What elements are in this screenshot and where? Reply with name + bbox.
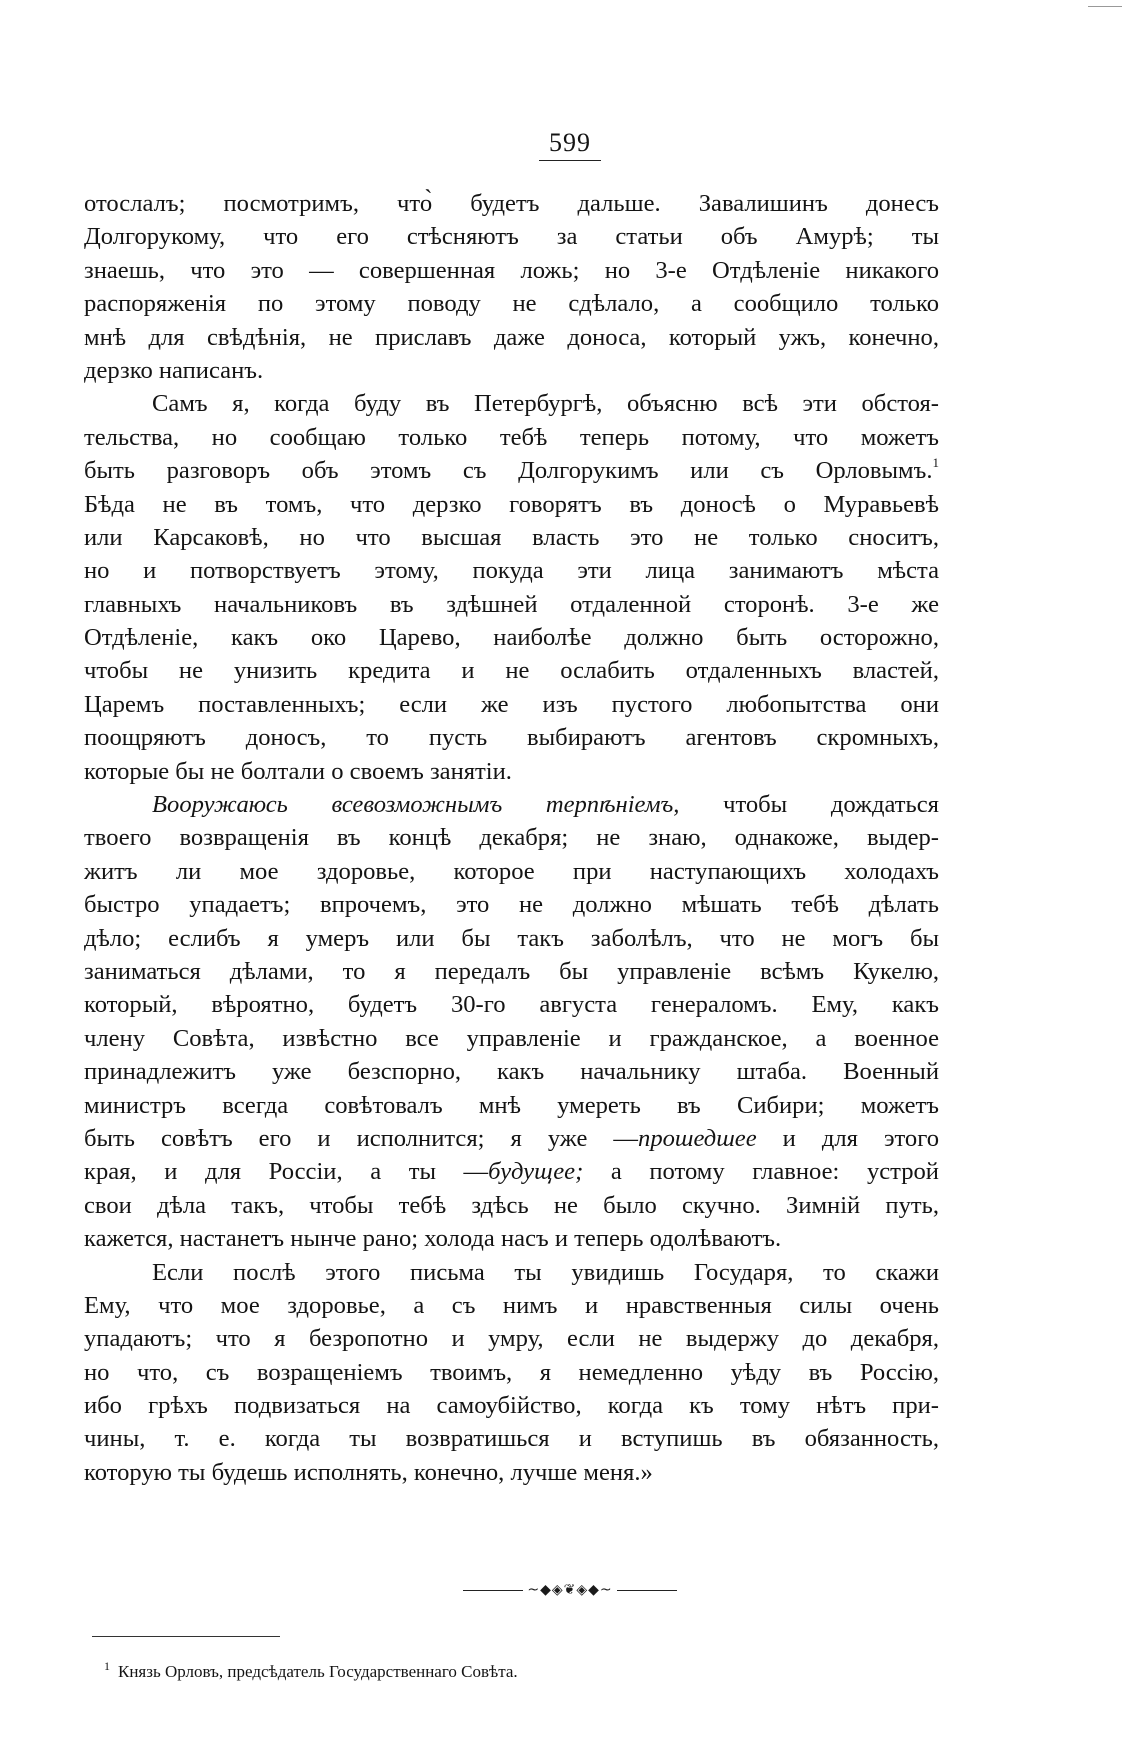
line-text: края, и для Россіи, а ты — (84, 1158, 489, 1186)
letter-body (84, 187, 939, 1489)
italic-phrase: Вооружаюсь всевозможнымъ терпѣніемъ, (152, 791, 680, 819)
line-text: чтобы дождаться (723, 791, 939, 819)
line-text: быть разговоръ объ этомъ съ Долгорукимъ или съ Орловымъ. (84, 457, 933, 485)
text-line: тельства, но сообщаю только тебѣ теперь потому, что можетъ (84, 423, 939, 451)
text-line: министръ всегда совѣтовалъ мнѣ умереть въ Сибири; можетъ (84, 1091, 939, 1119)
ornament-glyphs: ~◆◈❦◈◆~ (527, 1582, 613, 1598)
footnote-divider (92, 1636, 280, 1637)
page-header (0, 128, 1140, 161)
line-text: и для этого (782, 1124, 940, 1152)
text-line: твоего возвращенія въ концѣ декабря; не знаю, однакоже, выдер- (84, 824, 939, 852)
text-line: упадаютъ; что я безропотно и умру, если не выдержу до декабря, (84, 1325, 939, 1353)
footnote-reference: 1 (932, 455, 939, 471)
text-line: чины, т. е. когда ты возвратишься и вступишь въ обязанность, (84, 1425, 939, 1453)
text-line: чтобы не унизить кредита и не ослабить отдаленныхъ властей, (84, 657, 939, 685)
italic-word: прошедшее (638, 1124, 757, 1152)
ornament-rule-left (463, 1590, 523, 1591)
text-line: но что, съ возращеніемъ твоимъ, я немедленно уѣду въ Россію, (84, 1358, 939, 1386)
text-line: поощряютъ доносъ, то пусть выбираютъ агентовъ скромныхъ, (84, 724, 939, 752)
text-line (84, 454, 939, 487)
text-line: члену Совѣта, извѣстно все управленіе и гражданское, а военное (84, 1024, 939, 1052)
italic-word: будущее; (488, 1158, 584, 1186)
text-line: принадлежитъ уже безспорно, какъ начальнику штаба. Военный (84, 1058, 939, 1086)
text-line: дерзко написанъ. (84, 356, 264, 384)
end-ornament (0, 1582, 1140, 1598)
text-line: кажется, настанетъ нынче рано; холода насъ и теперь одолѣваютъ. (84, 1225, 782, 1253)
line-text: быть совѣтъ его и исполнится; я уже — (84, 1124, 639, 1152)
text-line: которую ты будешь исполнять, конечно, лучше меня.» (84, 1458, 653, 1486)
text-line: или Карсаковѣ, но что высшая власть это не только сноситъ, (84, 523, 939, 551)
text-line: Бѣда не въ томъ, что дерзко говорятъ въ доносѣ о Муравьевѣ (84, 490, 939, 518)
text-line: Царемъ поставленныхъ; если же изъ пустого любопытства они (84, 690, 939, 718)
text-line: который, вѣроятно, будетъ 30-го августа генераломъ. Ему, какъ (84, 991, 939, 1019)
text-line: ибо грѣхъ подвизаться на самоубійство, когда къ тому нѣтъ при- (84, 1392, 939, 1420)
text-line: дѣло; еслибъ я умеръ или бы такъ заболѣлъ, что не могъ бы (84, 924, 939, 952)
text-line: свои дѣла такъ, чтобы тебѣ здѣсь не было скучно. Зимній путь, (84, 1191, 939, 1219)
text-line: знаешь, что это — совершенная ложь; но 3-е Отдѣленіе никакого (84, 256, 939, 284)
text-line (84, 1122, 939, 1155)
footnote-text: Князь Орловъ, предсѣдатель Государственнаго Совѣта. (118, 1662, 518, 1681)
scan-corner-mark (1088, 6, 1122, 7)
text-line: отослалъ; посмотримъ, что̀ будетъ дальше. Завалишинъ донесъ (84, 190, 939, 217)
footnote (104, 1659, 518, 1682)
line-text: а потому главное: устрой (610, 1158, 939, 1186)
text-line: мнѣ для свѣдѣнія, не приславъ даже доноса, который ужъ, конечно, (84, 323, 939, 351)
text-line (84, 1155, 939, 1188)
text-line: заниматься дѣлами, то я передалъ бы управленіе всѣмъ Кукелю, (84, 957, 939, 985)
page-number: 599 (539, 128, 601, 161)
text-line: но и потворствуетъ этому, покуда эти лица занимаютъ мѣста (84, 557, 939, 585)
text-line: главныхъ начальниковъ въ здѣшней отдаленной сторонѣ. 3-е же (84, 590, 939, 618)
text-line (84, 788, 939, 821)
footnote-marker: 1 (104, 1659, 110, 1673)
ornament-rule-right (617, 1590, 677, 1591)
text-line: Долгорукому, что его стѣсняютъ за статьи объ Амурѣ; ты (84, 223, 939, 251)
text-line: распоряженія по этому поводу не сдѣлало, а сообщило только (84, 290, 939, 318)
text-line: житъ ли мое здоровье, которое при наступающихъ холодахъ (84, 857, 939, 885)
text-line: Если послѣ этого письма ты увидишь Государя, то скажи (152, 1258, 939, 1286)
text-line: Самъ я, когда буду въ Петербургѣ, объясню всѣ эти обстоя- (152, 390, 939, 418)
text-line: которые бы не болтали о своемъ занятіи. (84, 757, 512, 785)
text-line: Ему, что мое здоровье, а съ нимъ и нравственныя силы очень (84, 1291, 939, 1319)
text-line: Отдѣленіе, какъ око Царево, наиболѣе должно быть осторожно, (84, 624, 939, 652)
text-line: быстро упадаетъ; впрочемъ, это не должно мѣшать тебѣ дѣлать (84, 891, 939, 919)
